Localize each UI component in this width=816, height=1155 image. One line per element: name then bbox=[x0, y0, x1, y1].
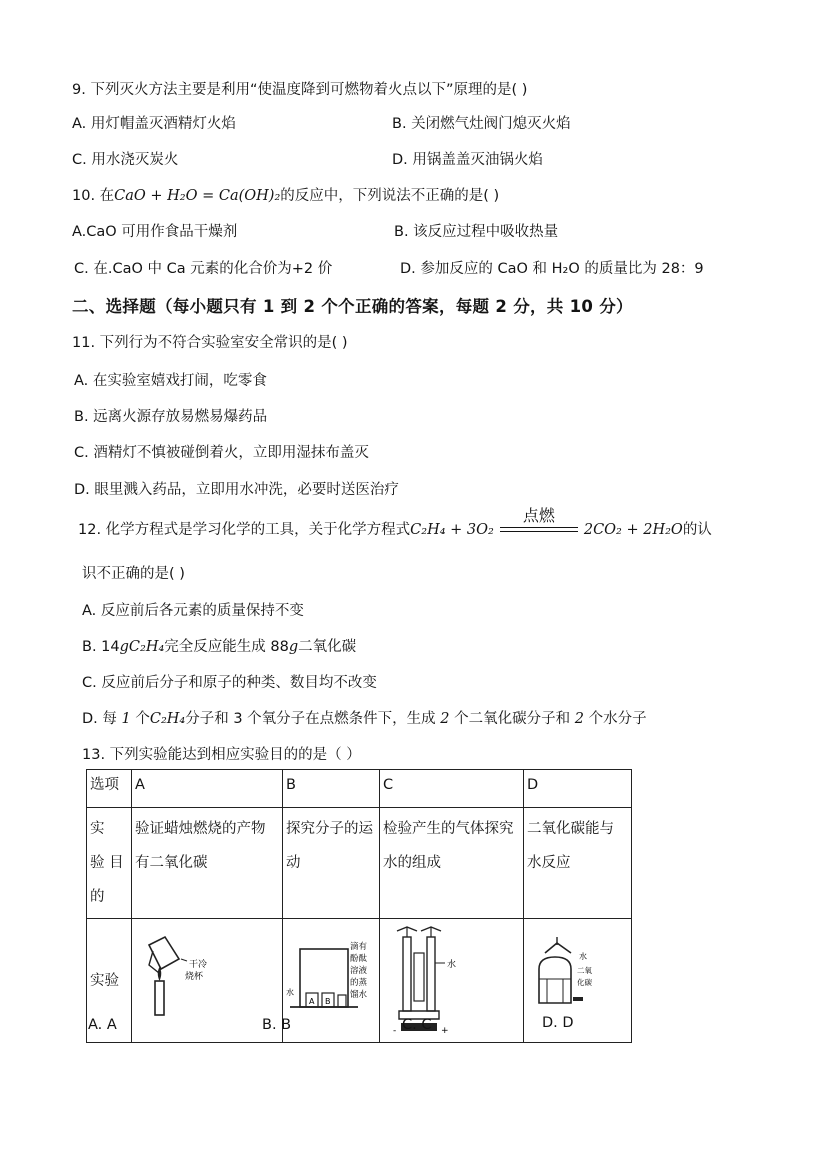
q12-d-mid1: 个 bbox=[135, 711, 150, 727]
table-row-options bbox=[87, 770, 632, 808]
fig-c-label: 水 bbox=[447, 960, 457, 970]
fig-c-plus: + bbox=[441, 1026, 449, 1035]
q12-b-unit: g bbox=[288, 639, 299, 655]
q12-option-c: C. 反应前后分子和原子的种类、数目均不改变 bbox=[82, 675, 377, 691]
q12-lhs: C₂H₄ + 3O₂ bbox=[410, 522, 494, 538]
fig-b-label-3: 溶液 bbox=[350, 966, 368, 976]
q12-option-d bbox=[82, 707, 647, 728]
q12-b-mid: 完全反应能生成 88 bbox=[164, 639, 289, 655]
fig-d-label-1: 水 bbox=[579, 952, 587, 961]
table-col-a: A bbox=[132, 770, 283, 808]
table-col-b: B bbox=[283, 770, 380, 808]
q10-option-c: C. 在.CaO 中 Ca 元素的化合价为+2 价 bbox=[74, 261, 333, 277]
q12-d-pre: D. 每 bbox=[82, 711, 117, 727]
q12-stem-continued: 识不正确的是( ) bbox=[82, 566, 185, 582]
fig-b-label-4: 的蒸 bbox=[350, 978, 368, 988]
q12-option-b bbox=[82, 635, 356, 656]
q10-stem bbox=[72, 184, 499, 205]
q10-option-a: A.CaO 可用作食品干燥剂 bbox=[72, 224, 238, 240]
fig-d-label-2: 二氧 bbox=[577, 966, 592, 975]
molecule-motion-diagram bbox=[286, 923, 376, 1033]
table-col-c: C bbox=[380, 770, 524, 808]
candle-beaker-diagram bbox=[135, 923, 235, 1033]
q12-d-formula: C₂H₄ bbox=[149, 711, 186, 727]
q9-stem: 9. 下列灭火方法主要是利用“使温度降到可燃物着火点以下”原理的是( ) bbox=[72, 82, 528, 98]
q12-d-n1: 1 bbox=[121, 711, 131, 727]
section-2-heading: 二、选择题（每小题只有 1 到 2 个个正确的答案，每题 2 分，共 10 分） bbox=[72, 297, 633, 316]
table-col-d: D bbox=[524, 770, 632, 808]
fig-c-minus: - bbox=[393, 1026, 397, 1035]
fig-b-left-label: 水 bbox=[286, 988, 294, 997]
table-goal-b: 探究分子的运动 bbox=[283, 808, 380, 919]
q10-equation: CaO + H₂O = Ca(OH)₂ bbox=[114, 188, 281, 204]
table-row-goals bbox=[87, 808, 632, 919]
q12-d-mid2: 分子和 3 个氧分子在点燃条件下，生成 bbox=[185, 711, 436, 727]
fig-a-label-1: 干冷 bbox=[189, 960, 208, 970]
q12-stem-pre: 12. 化学方程式是学习化学的工具，关于化学方程式 bbox=[78, 522, 411, 538]
fig-a-label-2: 烧杯 bbox=[185, 972, 204, 982]
q13-option-c: C. C bbox=[402, 1017, 432, 1033]
table-header-experiment: 实验 bbox=[87, 919, 132, 1043]
q12-stem-post: 的认 bbox=[682, 522, 712, 538]
q11-stem: 11. 下列行为不符合实验室安全常识的是( ) bbox=[72, 335, 348, 351]
q11-option-a: A. 在实验室嬉戏打闹，吃零食 bbox=[74, 373, 267, 389]
experiment-figure-a bbox=[132, 919, 283, 1043]
q12-d-n3: 2 bbox=[574, 711, 584, 727]
table-goal-d: 二氧化碳能与水反应 bbox=[524, 808, 632, 919]
table-goal-c: 检验产生的气体探究水的组成 bbox=[380, 808, 524, 919]
q9-option-d: D. 用锅盖盖灭油锅火焰 bbox=[392, 152, 543, 168]
reaction-condition: 点燃 bbox=[522, 506, 555, 525]
fig-b-box-a: A bbox=[309, 997, 315, 1006]
q12-d-post: 个水分子 bbox=[588, 711, 647, 727]
fig-b-label-5: 馏水 bbox=[350, 990, 368, 1000]
q11-option-d: D. 眼里溅入药品，立即用水冲洗，必要时送医治疗 bbox=[74, 482, 399, 498]
q9-option-b: B. 关闭燃气灶阀门熄灭火焰 bbox=[392, 116, 571, 132]
q10-option-d: D. 参加反应的 CaO 和 H₂O 的质量比为 28：9 bbox=[400, 261, 704, 277]
q13-option-b: B. B bbox=[262, 1017, 292, 1033]
q12-stem bbox=[78, 506, 712, 539]
q10-option-b: B. 该反应过程中吸收热量 bbox=[394, 224, 559, 240]
q12-d-n2: 2 bbox=[440, 711, 450, 727]
q13-stem: 13. 下列实验能达到相应实验目的的是（ ） bbox=[82, 747, 361, 763]
reaction-arrow bbox=[500, 506, 578, 539]
table-header-goal: 实 验 目的 bbox=[87, 808, 132, 919]
q9-option-c: C. 用水浇灭炭火 bbox=[72, 152, 179, 168]
fig-b-label-1: 滴有 bbox=[350, 942, 368, 952]
q12-option-a: A. 反应前后各元素的质量保持不变 bbox=[82, 603, 304, 619]
q10-stem-pre: 10. 在 bbox=[72, 188, 115, 204]
table-header-option: 选项 bbox=[87, 770, 132, 808]
experiment-table bbox=[86, 769, 632, 1043]
q11-option-b: B. 远离火源存放易燃易爆药品 bbox=[74, 409, 268, 425]
q9-option-a: A. 用灯帽盖灭酒精灯火焰 bbox=[72, 116, 236, 132]
q12-rhs: 2CO₂ + 2H₂O bbox=[583, 522, 683, 538]
q12-b-pre: B. 14 bbox=[82, 639, 120, 655]
fig-b-label-2: 酚酞 bbox=[350, 954, 368, 964]
q12-d-mid3: 个二氧化碳分子和 bbox=[454, 711, 571, 727]
q12-b-post: 二氧化碳 bbox=[298, 639, 357, 655]
table-goal-a: 验证蜡烛燃烧的产物有二氧化碳 bbox=[132, 808, 283, 919]
q13-option-a: A. A bbox=[88, 1017, 117, 1033]
q12-b-formula: gC₂H₄ bbox=[119, 639, 165, 655]
q11-option-c: C. 酒精灯不慎被碰倒着火，立即用湿抹布盖灭 bbox=[74, 445, 369, 461]
experiment-figure-b bbox=[283, 919, 380, 1043]
experiment-figure-d bbox=[524, 919, 632, 1043]
fig-d-label-3: 化碳 bbox=[577, 978, 592, 987]
fig-b-box-b: B bbox=[325, 997, 331, 1006]
q13-option-d: D. D bbox=[542, 1015, 574, 1031]
q10-stem-post: 的反应中，下列说法不正确的是( ) bbox=[280, 188, 500, 204]
